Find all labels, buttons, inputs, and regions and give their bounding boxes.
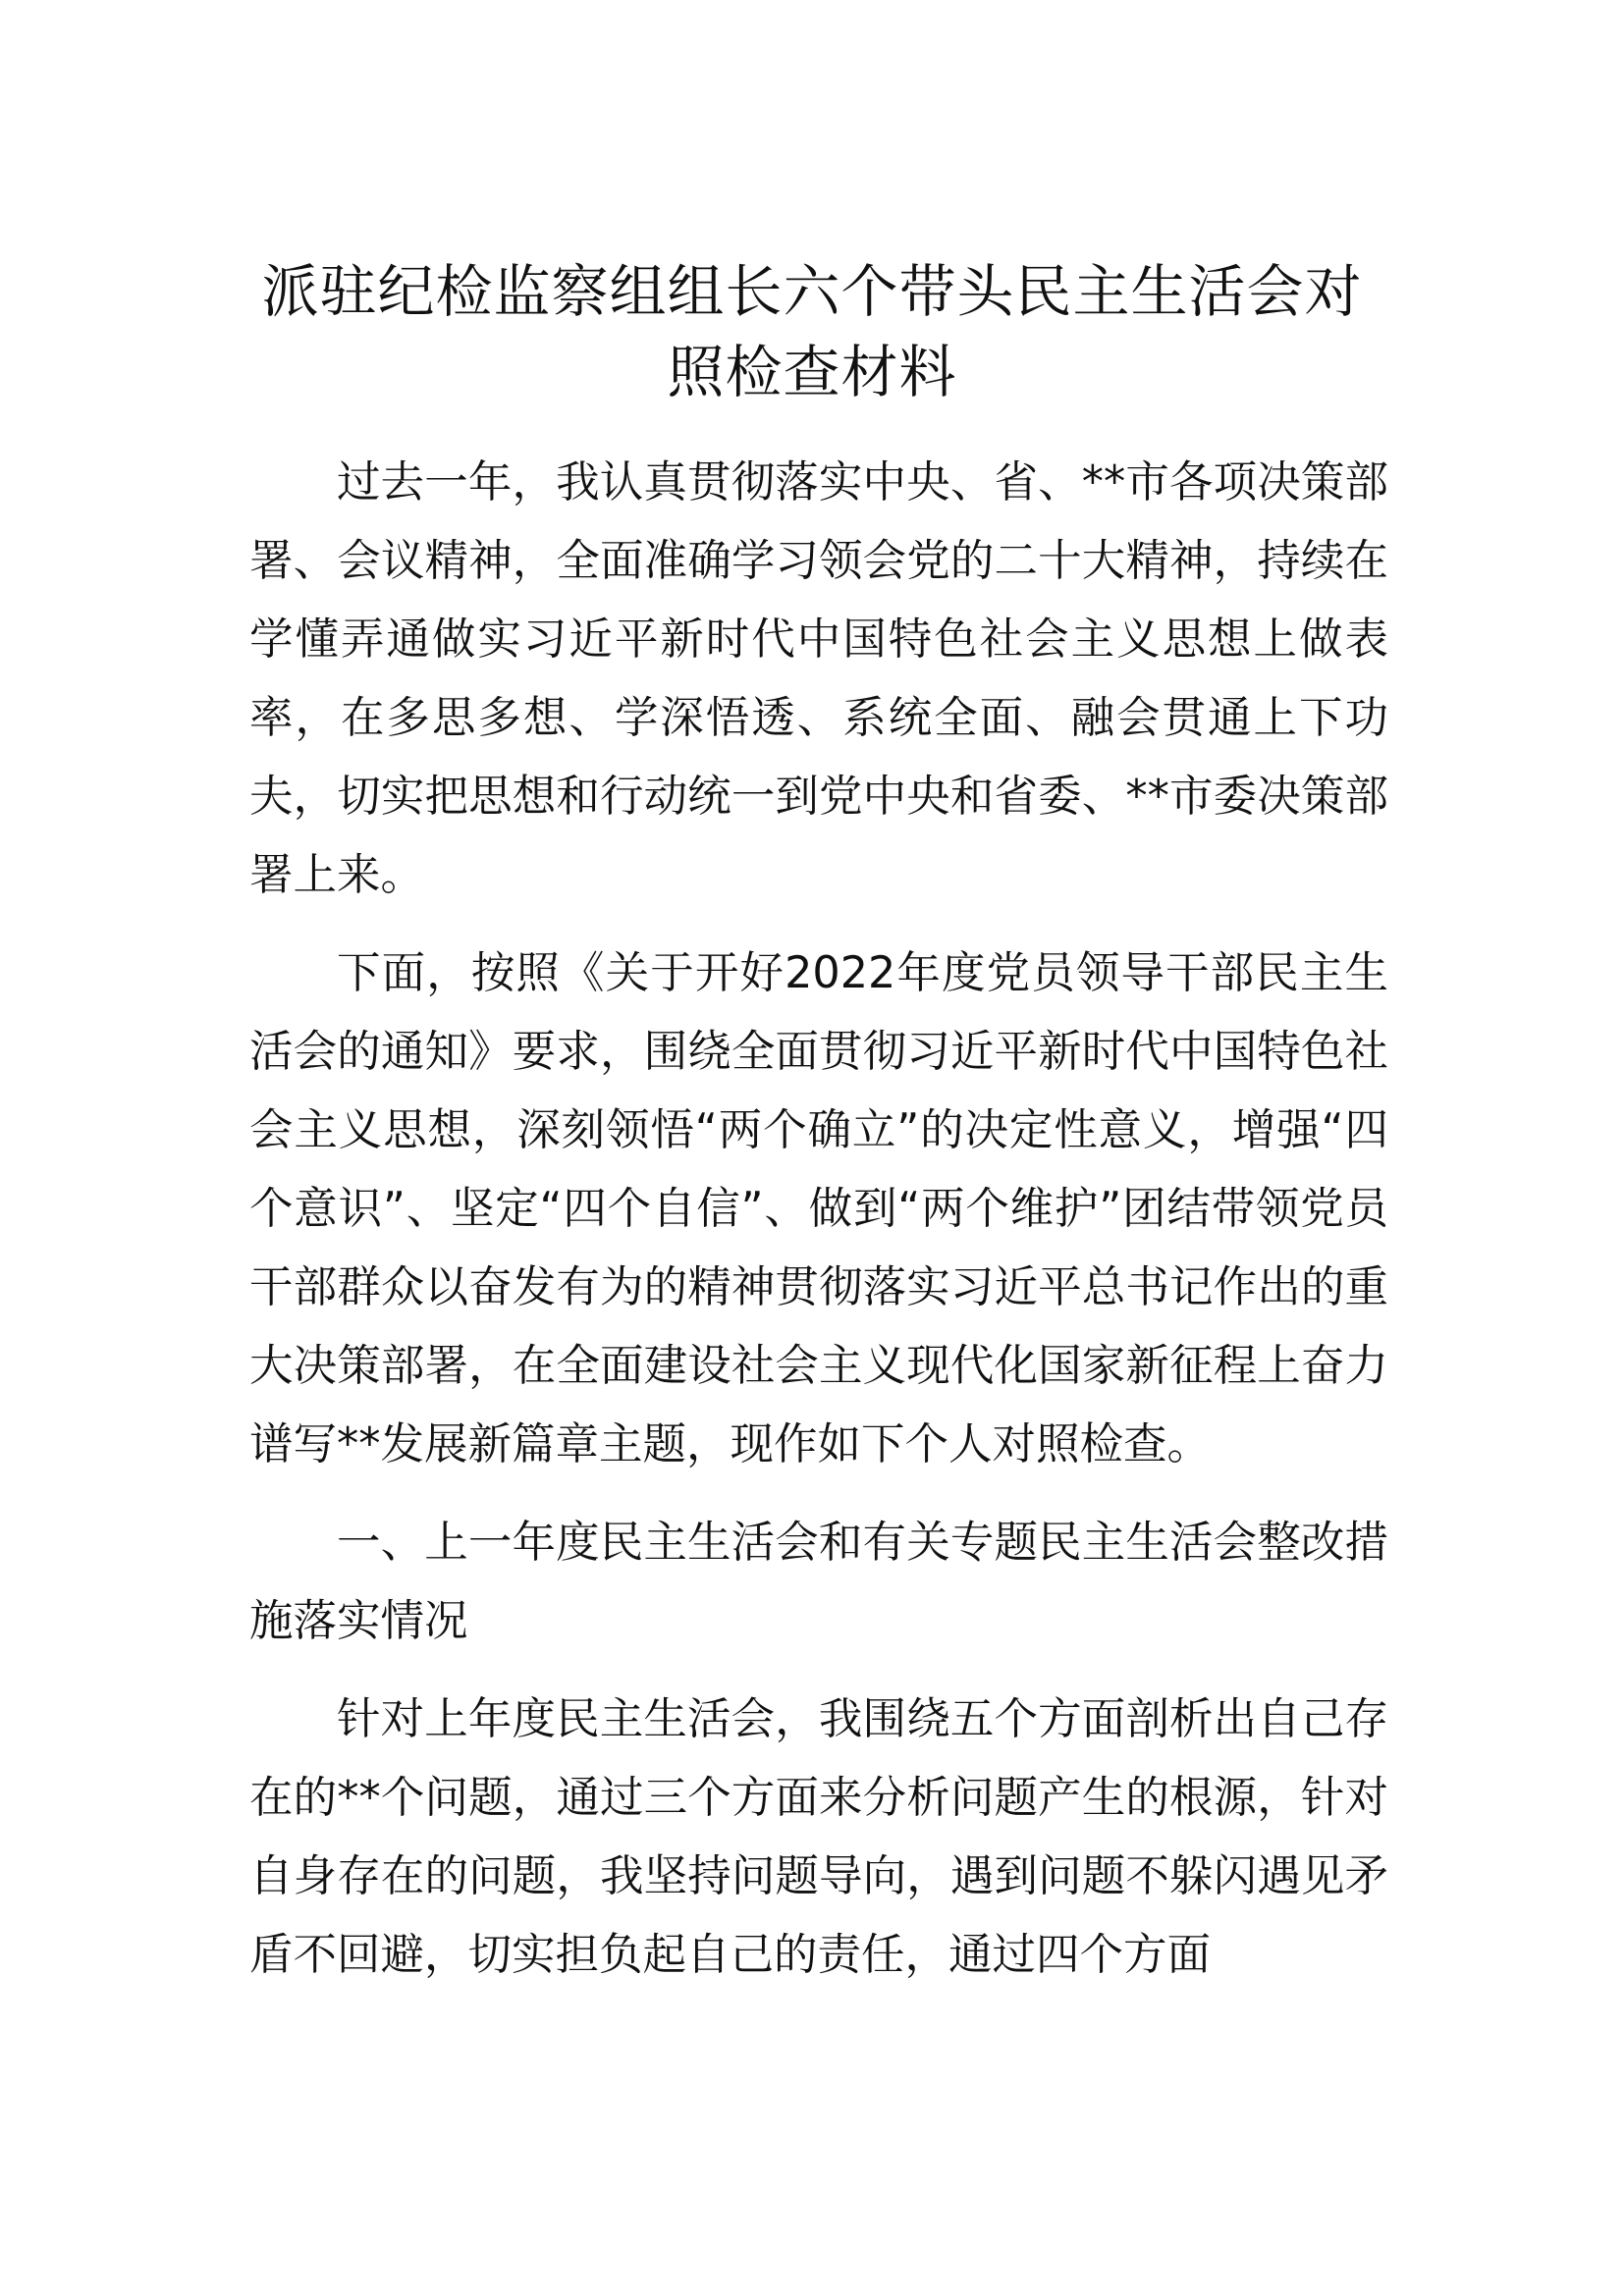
paragraph-intro: 过去一年，我认真贯彻落实中央、省、**市各项决策部署、会议精神，全面准确学习领会党的二十大精神，持续在学懂弄通做实习近平新时代中国特色社会主义思想上做表率，在多思多想、学深悟透、系统全面、融会贯通上下功夫，切实把思想和行动统一到党中央和省委、**市委决策部署上来。 — [249, 457, 1388, 900]
section-heading-1: 一、上一年度民主生活会和有关专题民主生活会整改措施落实情况 — [249, 1518, 1388, 1646]
document-body — [249, 444, 1388, 2014]
document-title — [196, 251, 1428, 412]
title-line-2: 照检查材料 — [667, 339, 957, 405]
title-line-1: 派驻纪检监察组组长六个带头民主生活会对 — [261, 258, 1363, 325]
paragraph-section-1: 针对上年度民主生活会，我围绕五个方面剖析出自己存在的**个问题，通过三个方面来分析问题产生的根源，针对自身存在的问题，我坚持问题导向，遇到问题不躲闪遇见矛盾不回避，切实担负起自己的责任，通过四个方面 — [249, 1694, 1388, 1980]
paragraph-purpose: 下面，按照《关于开好2022年度党员领导干部民主生活会的通知》要求，围绕全面贯彻习近平新时代中国特色社会主义思想，深刻领悟“两个确立”的决定性意义，增强“四个意识”、坚定“四个自信”、做到“两个维护”团结带领党员干部群众以奋发有为的精神贯彻落实习近平总书记作出的重大决策部署，在全面建设社会主义现代化国家新征程上奋力谱写**发展新篇章主题，现作如下个人对照检查。 — [249, 948, 1388, 1469]
